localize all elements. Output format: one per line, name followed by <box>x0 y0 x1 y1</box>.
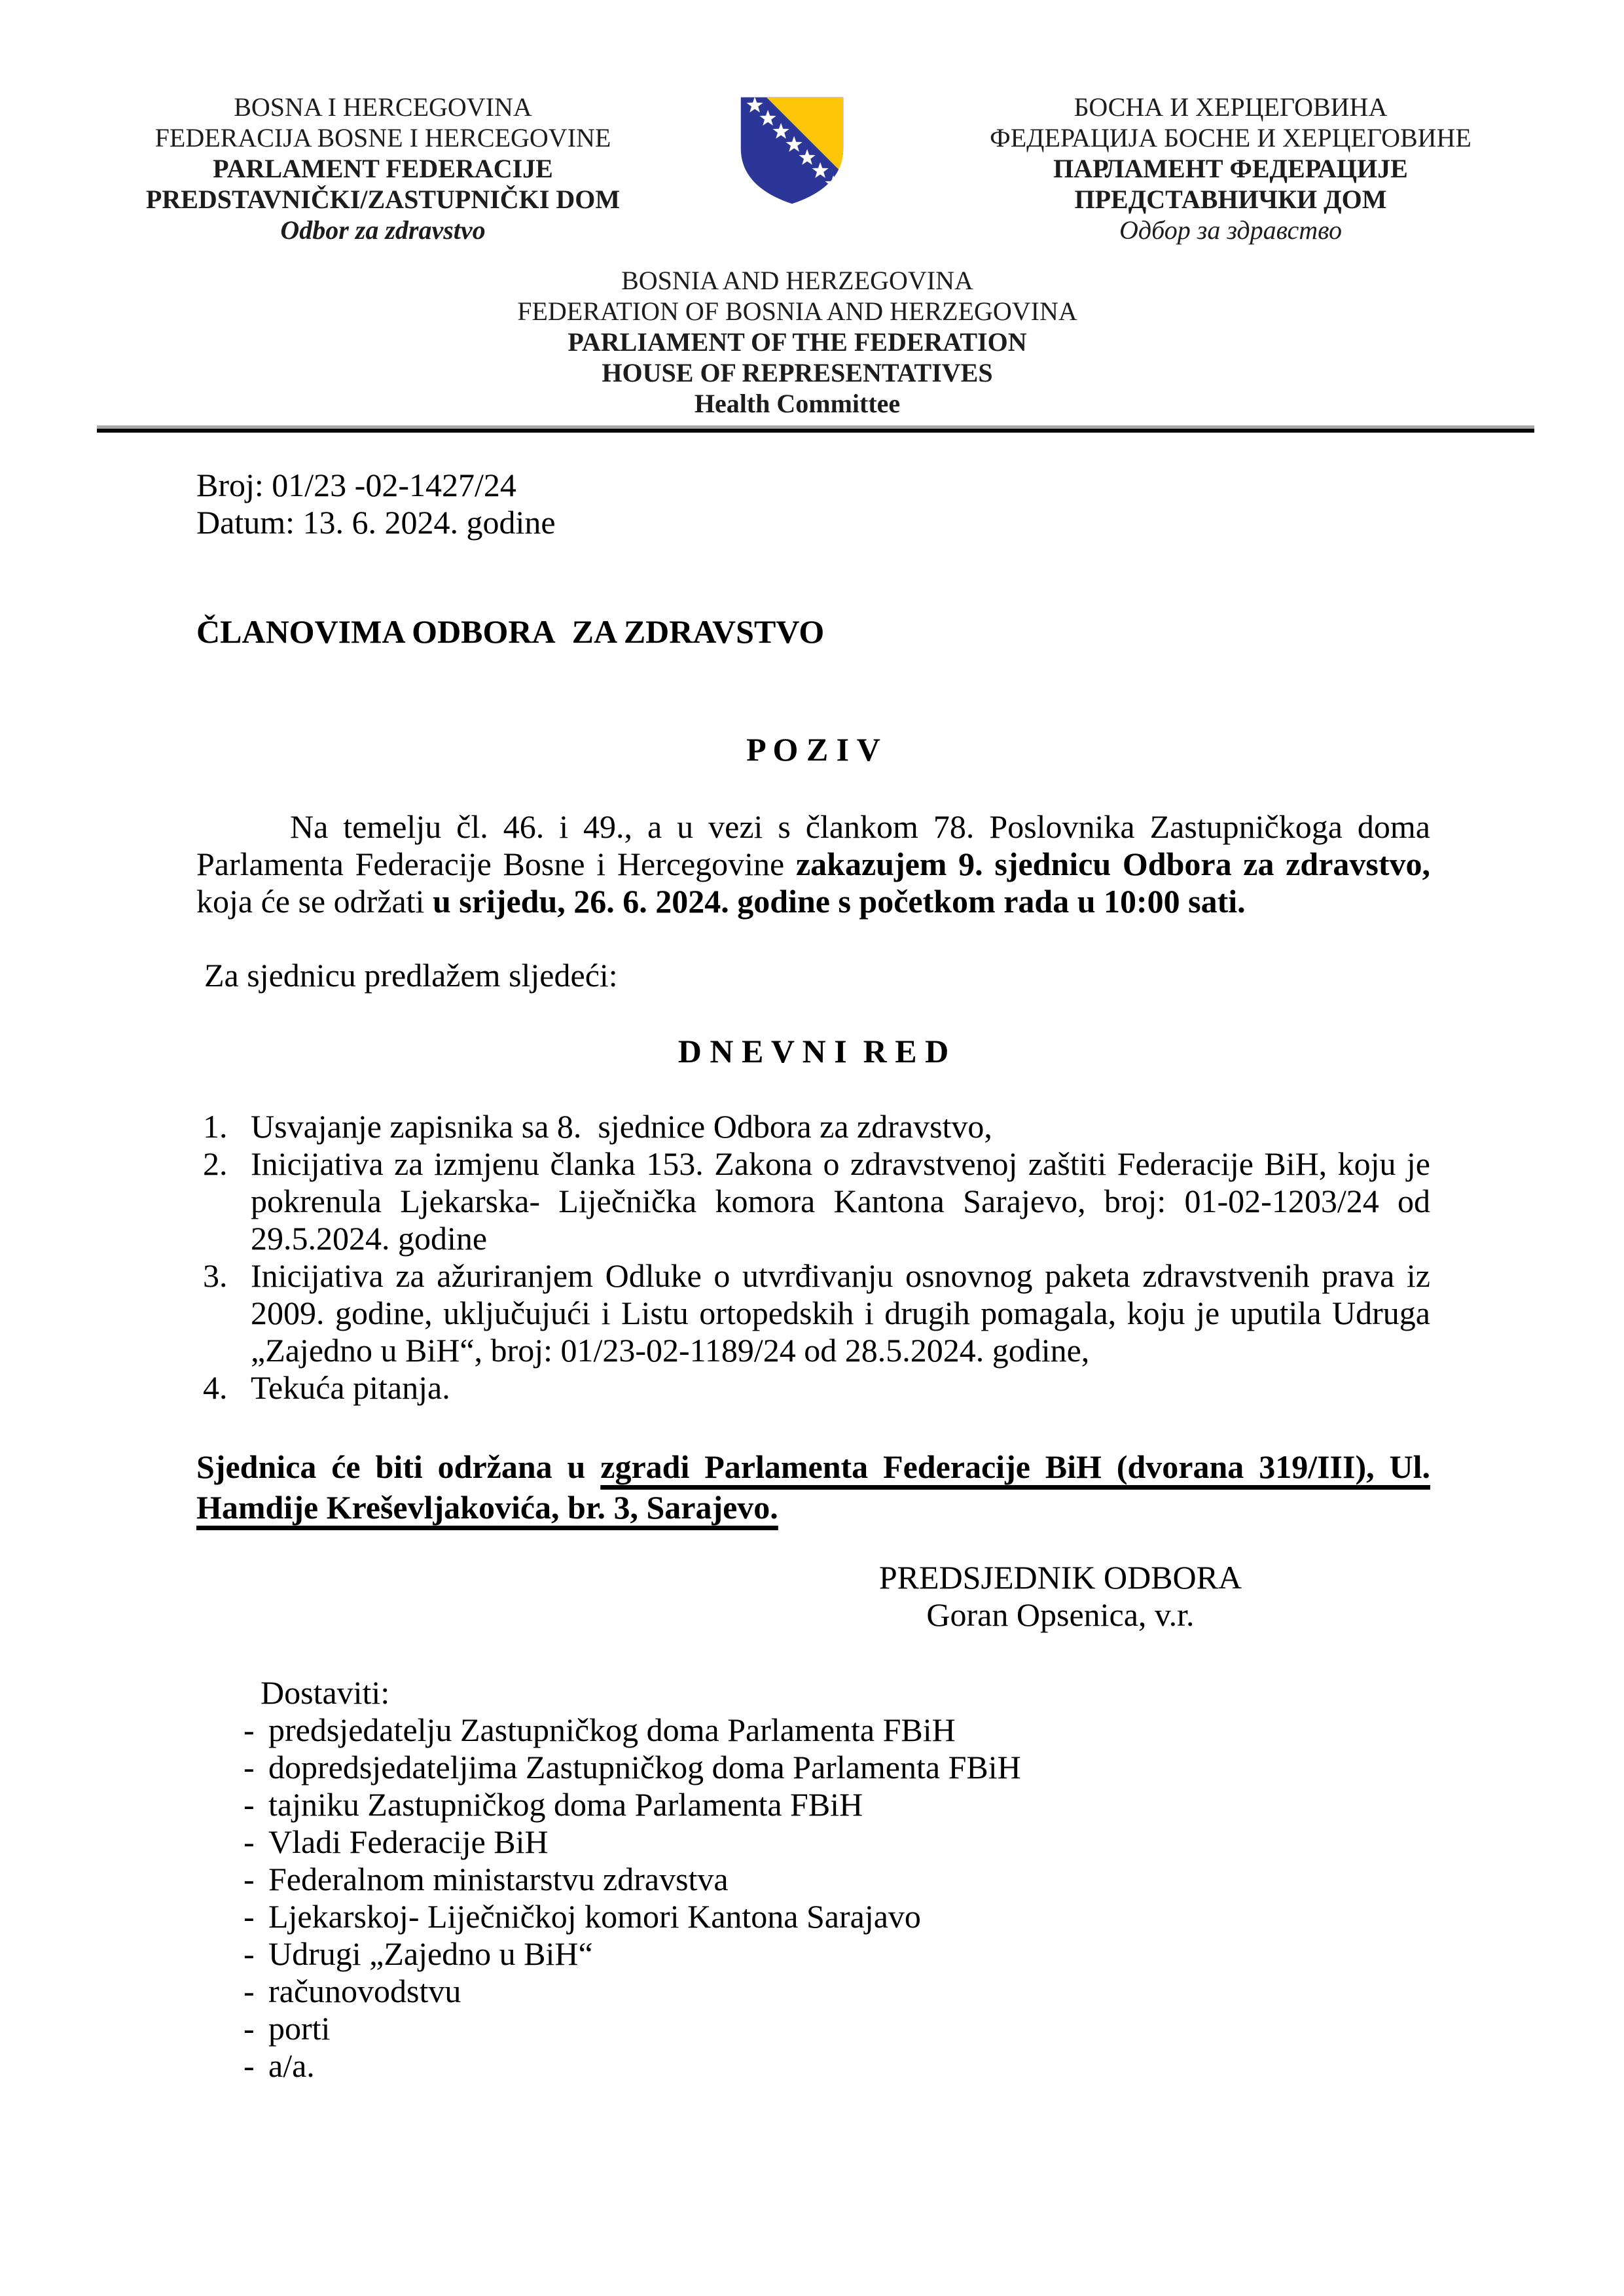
agenda-item <box>196 1108 1430 1145</box>
letterhead-line: PREDSTAVNIČKI/ZASTUPNIČKI DOM <box>145 185 621 214</box>
agenda-item-text <box>251 1108 1430 1145</box>
agenda-item-number: 3. <box>203 1257 228 1294</box>
agenda-item-line: Inicijativa za ažuriranjem Odluke o utvrđivanju osnovnog paketa zdravstvenih prava iz <box>251 1257 1430 1294</box>
text-segment: koja će se održati <box>196 883 433 920</box>
text-segment: Parlamenta Federacije Bosne i Hercegovine <box>196 846 796 882</box>
agenda-item-text <box>251 1145 1430 1257</box>
dash-marker: - <box>244 1935 255 1972</box>
dash-marker: - <box>244 2010 255 2047</box>
dash-marker: - <box>244 2047 255 2084</box>
letterhead-line: FEDERACIJA BOSNE I HERCEGOVINE <box>154 123 611 152</box>
agenda-item <box>196 1257 1430 1369</box>
agenda-item-line: Inicijativa za izmjenu članka 153. Zakona o zdravstvenoj zaštiti Federacije BiH, koju je <box>251 1145 1430 1182</box>
intro-line <box>196 846 1430 883</box>
letterhead-line: PARLIAMENT OF THE FEDERATION <box>568 327 1027 357</box>
signature-role: PREDSJEDNIK ODBORA <box>878 1559 1242 1596</box>
dash-marker: - <box>244 1749 255 1785</box>
distribution-item <box>196 1861 1430 1898</box>
signature-name: Goran Opsenica, v.r. <box>926 1596 1195 1633</box>
intro-line: Na temelju čl. 46. i 49., a u vezi s člankom 78. Poslovnika Zastupničkoga doma <box>290 808 1430 845</box>
agenda-item <box>196 1145 1430 1257</box>
distribution-item-text: porti <box>268 2010 331 2047</box>
intro-paragraph <box>196 808 1430 920</box>
agenda-item-line: 2009. godine, uključujući i Listu ortopedskih i drugih pomagala, koju je uputila Udruga <box>251 1295 1430 1331</box>
agenda-item-line: „Zajedno u BiH“, broj: 01/23-02-1189/24 od 28.5.2024. godine, <box>251 1332 1090 1369</box>
agenda-item-line: 29.5.2024. godine <box>251 1220 488 1257</box>
agenda-item-line: Tekuća pitanja. <box>251 1369 450 1406</box>
agenda-item-number: 4. <box>203 1369 228 1406</box>
dash-marker: - <box>244 1861 255 1897</box>
letterhead-line: PARLAMENT FEDERACIJE <box>213 154 553 183</box>
text-segment: zgradi Parlamenta Federacije BiH (dvorana 319/III), Ul. <box>600 1448 1430 1485</box>
bih-coat-of-arms-icon <box>734 90 850 211</box>
distribution-item-text: Udrugi „Zajedno u BiH“ <box>268 1935 593 1972</box>
distribution-item <box>196 1823 1430 1861</box>
text-segment: Sjednica će biti održana u <box>196 1448 601 1485</box>
agenda-item-text <box>251 1369 1430 1407</box>
distribution-item-text: Vladi Federacije BiH <box>268 1823 549 1860</box>
letterhead-committee-name: Odbor za zdravstvo <box>280 215 486 245</box>
document-title: P O Z I V <box>746 731 880 768</box>
distribution-item-text: računovodstvu <box>268 1973 461 2009</box>
dash-marker: - <box>244 1786 255 1823</box>
letterhead-left <box>98 92 668 245</box>
distribution-block <box>196 1674 1430 2085</box>
distribution-item-text: tajniku Zastupničkog doma Parlamenta FBiH <box>268 1786 863 1823</box>
letterhead-line: ПАРЛАМЕНТ ФЕДЕРАЦИЈЕ <box>1053 154 1408 183</box>
signature-block <box>871 1559 1250 1634</box>
proposal-line: Za sjednicu predlažem sljedeći: <box>204 957 618 994</box>
reference-date: Datum: 13. 6. 2024. godine <box>196 504 556 541</box>
distribution-item-text: Federalnom ministarstvu zdravstva <box>268 1861 729 1897</box>
dash-marker: - <box>244 1823 255 1860</box>
letterhead-center <box>18 265 1576 419</box>
text-segment: u srijedu, 26. 6. 2024. godine s početkom rada u 10:00 sati. <box>432 883 1246 920</box>
letterhead-line: BOSNA I HERCEGOVINA <box>234 92 532 122</box>
agenda-list <box>196 1108 1430 1407</box>
dash-marker: - <box>244 1712 255 1748</box>
text-segment: zakazujem 9. sjednicu Odbora za zdravstvo, <box>795 846 1431 882</box>
distribution-item <box>196 1749 1430 1786</box>
agenda-item-number: 2. <box>203 1145 228 1182</box>
agenda-item-number: 1. <box>203 1108 228 1145</box>
letterhead-line: HOUSE OF REPRESENTATIVES <box>602 358 993 387</box>
distribution-label: Dostaviti: <box>261 1674 390 1711</box>
distribution-item <box>196 1712 1430 1749</box>
distribution-item <box>196 1898 1430 1935</box>
distribution-item <box>196 1935 1430 1973</box>
reference-block <box>196 467 1430 541</box>
agenda-item-text <box>251 1257 1430 1369</box>
addressee-line: ČLANOVIMA ODBORA ZA ZDRAVSTVO <box>196 613 825 650</box>
letterhead-line: ПРЕДСТАВНИЧКИ ДОМ <box>1074 185 1387 214</box>
letterhead-line: БОСНА И ХЕРЦЕГОВИНА <box>1074 92 1388 122</box>
letterhead-committee-name: Health Committee <box>694 389 901 418</box>
letterhead-line: FEDERATION OF BOSNIA AND HERZEGOVINA <box>517 296 1077 326</box>
venue-line <box>196 1446 1430 1487</box>
agenda-item-line: Usvajanje zapisnika sa 8. sjednice Odbora za zdravstvo, <box>251 1108 992 1145</box>
dash-marker: - <box>244 1898 255 1935</box>
venue-paragraph <box>196 1446 1430 1528</box>
document-body <box>196 467 1430 2085</box>
distribution-item <box>196 2047 1430 2085</box>
distribution-item-text: dopredsjedateljima Zastupničkog doma Parlamenta FBiH <box>268 1749 1021 1785</box>
letterhead-line: ФЕДЕРАЦИЈА БОСНЕ И ХЕРЦЕГОВИНЕ <box>990 123 1471 152</box>
distribution-item <box>196 1973 1430 2010</box>
letterhead-right <box>943 92 1519 245</box>
letterhead-line: BOSNIA AND HERZEGOVINA <box>621 266 973 295</box>
separator-black-bar <box>97 429 1534 433</box>
reference-number: Broj: 01/23 -02-1427/24 <box>196 467 516 503</box>
agenda-item-line: pokrenula Ljekarska- Liječnička komora Kantona Sarajevo, broj: 01-02-1203/24 od <box>251 1183 1430 1219</box>
intro-line <box>196 883 1430 920</box>
agenda-heading: D N E V N I R E D <box>677 1033 949 1069</box>
agenda-item <box>196 1369 1430 1407</box>
header-separator-rule <box>97 425 1534 433</box>
letterhead-committee-name: Одбор за здравство <box>1119 215 1342 245</box>
distribution-item-text: Ljekarskoj- Liječničkoj komori Kantona Sarajavo <box>268 1898 921 1935</box>
distribution-item <box>196 1786 1430 1823</box>
text-segment: Hamdije Kreševljakovića, br. 3, Sarajevo. <box>196 1489 778 1526</box>
venue-line <box>196 1487 1430 1528</box>
distribution-item <box>196 2010 1430 2047</box>
distribution-item-text: a/a. <box>268 2047 315 2084</box>
dash-marker: - <box>244 1973 255 2009</box>
distribution-item-text: predsjedatelju Zastupničkog doma Parlamenta FBiH <box>268 1712 956 1748</box>
